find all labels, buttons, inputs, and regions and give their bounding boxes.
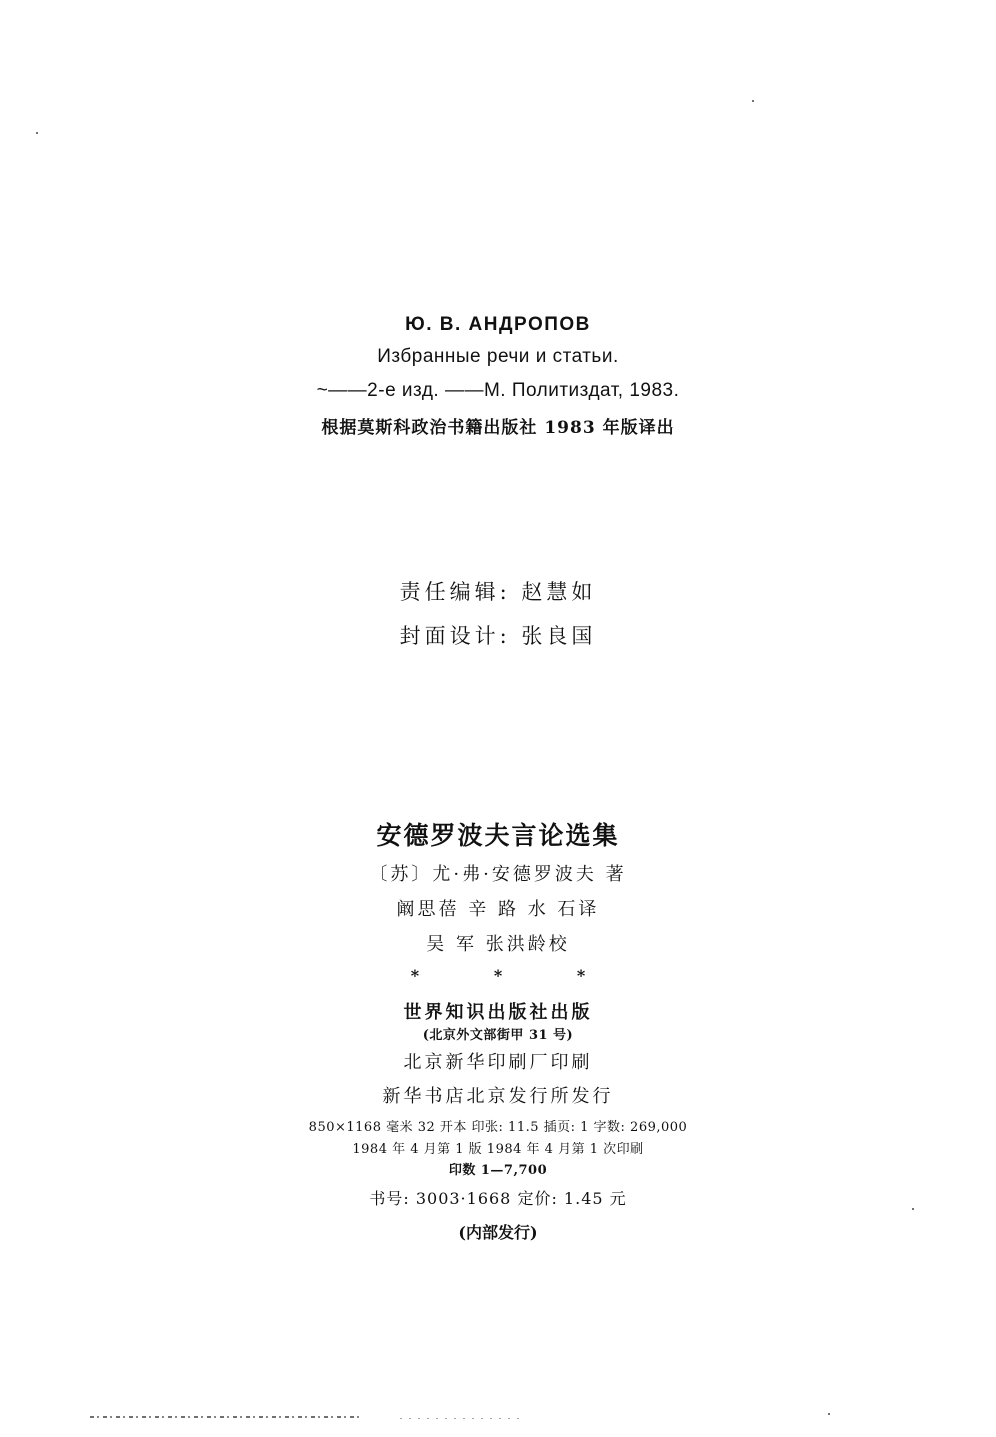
book-translators: 阚思蓓 辛 路 水 石译 [396, 899, 600, 920]
book-number-price: 书号: 3003·1668 定价: 1.45 元 [369, 1189, 627, 1208]
star-mark: * [576, 966, 586, 985]
book-title: 安德罗波夫言论选集 [376, 821, 620, 850]
translation-note: 根据莫斯科政治书籍出版社 1983 年版译出 [321, 418, 675, 438]
book-author: 〔苏〕尤·弗·安德罗波夫 著 [369, 864, 627, 885]
edition-info: 1984 年 4 月第 1 版 1984 年 4 月第 1 次印刷 [352, 1142, 644, 1157]
separator-stars [0, 966, 996, 985]
scan-speck [752, 100, 754, 102]
scan-artifact [90, 1416, 360, 1418]
publisher: 世界知识出版社出版 [403, 1002, 593, 1023]
russian-author: Ю. В. АНДРОПОВ [405, 314, 591, 335]
print-run: 印数 1—7,700 [448, 1163, 548, 1178]
scan-artifact [400, 1418, 520, 1419]
responsible-editor: 责任编辑: 赵慧如 [399, 580, 597, 604]
format-info: 850×1168 毫米 32 开本 印张: 11.5 插页: 1 字数: 269,000 [308, 1120, 688, 1135]
circulation-note: (内部发行) [458, 1223, 538, 1242]
publisher-address: (北京外文部街甲 31 号) [422, 1028, 574, 1043]
russian-title: Избранные речи и статьи. [377, 346, 619, 367]
star-mark: * [410, 966, 420, 985]
printer: 北京新华印刷厂印刷 [403, 1052, 593, 1073]
scan-speck [912, 1208, 914, 1210]
distributor: 新华书店北京发行所发行 [382, 1086, 614, 1107]
cover-designer: 封面设计: 张良国 [399, 624, 597, 648]
book-proofreaders: 吴 军 张洪龄校 [426, 934, 570, 955]
star-mark: * [493, 966, 503, 985]
russian-edition: ~——2-е изд. ——М. Политиздат, 1983. [316, 380, 680, 401]
scan-speck [828, 1413, 830, 1415]
scan-speck [36, 132, 38, 134]
